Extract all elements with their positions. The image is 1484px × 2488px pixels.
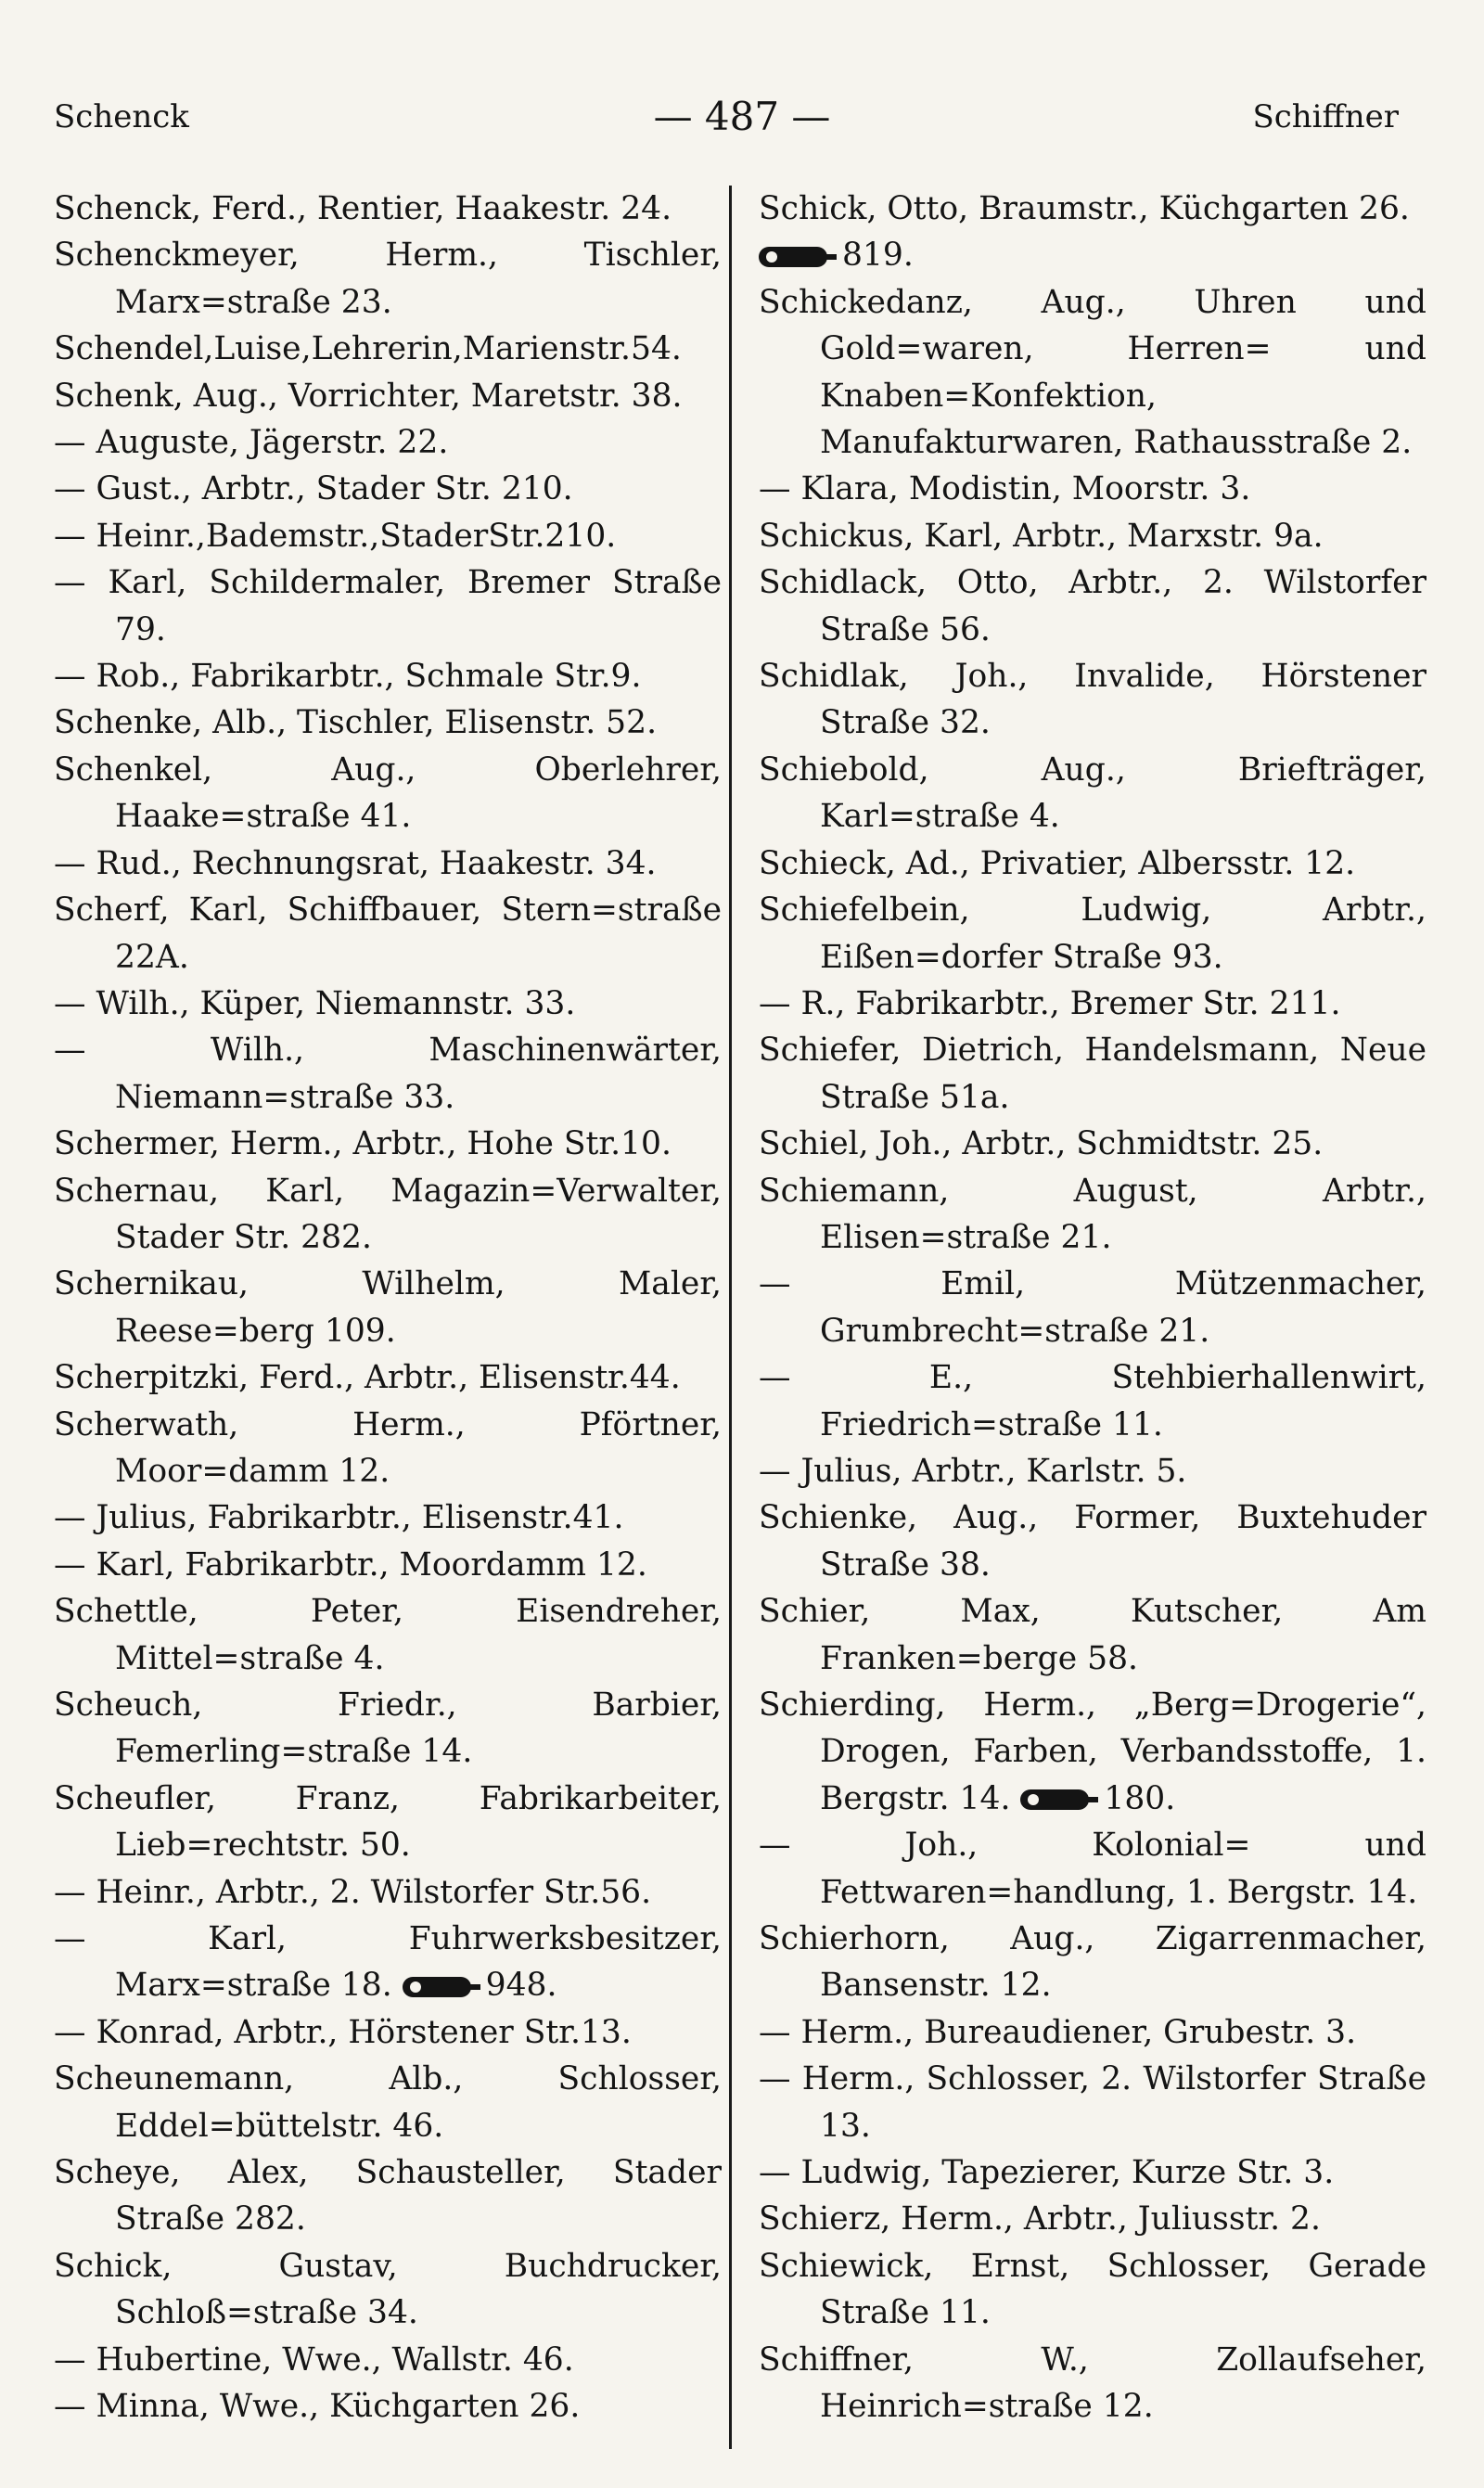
list-item: — Emil, Mützenmacher, Grumbrecht=straße 21. <box>759 1265 1426 1350</box>
list-item: Schierz, Herm., Arbtr., Juliusstr. 2. <box>759 2200 1321 2238</box>
list-item: Schiffner, W., Zollaufseher, Heinrich=straße 12. <box>759 2341 1426 2426</box>
list-item: Schieck, Ad., Privatier, Albersstr. 12. <box>759 844 1356 882</box>
list-item: — Joh., Kolonial= und Fettwaren=handlung, 1. Bergstr. 14. <box>759 1827 1426 1911</box>
list-item: Schickus, Karl, Arbtr., Marxstr. 9a. <box>759 517 1324 555</box>
left-column <box>54 186 722 2430</box>
phone-number: 180. <box>1104 1779 1176 1817</box>
list-item: Schick, Gustav, Buchdrucker, Schloß=straße 34. <box>54 2247 722 2332</box>
phone-number: 948. <box>485 1967 557 2005</box>
list-item: Schenkel, Aug., Oberlehrer, Haake=straße 41. <box>54 750 722 836</box>
telephone-icon <box>759 247 827 267</box>
page-number: — 487 — <box>653 94 831 139</box>
list-item: Schendel,Luise,Lehrerin,Marienstr.54. <box>54 330 682 368</box>
list-item: Schienke, Aug., Former, Buxtehuder Straße 38. <box>759 1499 1426 1584</box>
list-item: — Rob., Fabrikarbtr., Schmale Str.9. <box>54 658 642 696</box>
list-item: Schernau, Karl, Magazin=Verwalter, Stader Str. 282. <box>54 1172 722 1256</box>
list-item: Schenke, Alb., Tischler, Elisenstr. 52. <box>54 704 658 742</box>
list-item: — Gust., Arbtr., Stader Str. 210. <box>54 470 573 508</box>
phone-number: 819. <box>842 237 914 275</box>
list-item: Schiel, Joh., Arbtr., Schmidtstr. 25. <box>759 1125 1324 1163</box>
list-item: — R., Fabrikarbtr., Bremer Str. 211. <box>759 984 1341 1022</box>
list-item: Schenckmeyer, Herm., Tischler, Marx=straße 23. <box>54 237 722 321</box>
list-item-with-phone <box>54 1916 722 2009</box>
list-item: Schernikau, Wilhelm, Maler, Reese=berg 109. <box>54 1265 722 1350</box>
list-item: — Herm., Schlosser, 2. Wilstorfer Straße 13. <box>759 2060 1426 2145</box>
list-item: — Julius, Fabrikarbtr., Elisenstr.41. <box>54 1499 624 1537</box>
list-item: Scherwath, Herm., Pförtner, Moor=damm 12. <box>54 1405 722 1490</box>
telephone-icon <box>403 1977 471 1997</box>
list-item: — Hubertine, Wwe., Wallstr. 46. <box>54 2341 574 2379</box>
list-item: — Karl, Fabrikarbtr., Moordamm 12. <box>54 1545 647 1584</box>
list-item: Schickedanz, Aug., Uhren und Gold=waren, Herren= und Knaben=Konfektion, Manufakturwaren, Rathausstraße 2. <box>759 283 1426 462</box>
list-item: Scheye, Alex, Schausteller, Stader Straße 282. <box>54 2154 722 2238</box>
list-item: Scheunemann, Alb., Schlosser, Eddel=büttelstr. 46. <box>54 2060 722 2145</box>
list-item: — Heinr.,Bademstr.,StaderStr.210. <box>54 517 617 555</box>
entry-text: Schick, Otto, Braumstr., Küchgarten 26. <box>759 190 1410 227</box>
list-item: — Julius, Arbtr., Karlstr. 5. <box>759 1452 1187 1490</box>
list-item: Scheuch, Friedr., Barbier, Femerling=straße 14. <box>54 1686 722 1771</box>
list-item: Schier, Max, Kutscher, Am Franken=berge 58. <box>759 1593 1426 1677</box>
running-head-right: Schiffner <box>1252 98 1399 135</box>
column-divider <box>729 186 732 2449</box>
list-item: Schidlack, Otto, Arbtr., 2. Wilstorfer Straße 56. <box>759 564 1426 648</box>
list-item: Schiefer, Dietrich, Handelsmann, Neue Straße 51a. <box>759 1032 1426 1116</box>
list-item: Schenk, Aug., Vorrichter, Maretstr. 38. <box>54 377 683 415</box>
right-column <box>759 186 1426 2430</box>
list-item: — Karl, Schildermaler, Bremer Straße 79. <box>54 564 722 648</box>
list-item: Schierhorn, Aug., Zigarrenmacher, Bansenstr. 12. <box>759 1920 1426 2005</box>
list-item: — E., Stehbierhallenwirt, Friedrich=straße 11. <box>759 1359 1426 1443</box>
list-item: Schiemann, August, Arbtr., Elisen=straße 21. <box>759 1172 1426 1256</box>
entry-text: — Karl, Fuhrwerksbesitzer, Marx=straße 18. <box>54 1920 722 2005</box>
list-item: Schermer, Herm., Arbtr., Hohe Str.10. <box>54 1125 672 1163</box>
list-item: Scherf, Karl, Schiffbauer, Stern=straße 22A. <box>54 891 722 976</box>
list-item: — Konrad, Arbtr., Hörstener Str.13. <box>54 2013 632 2051</box>
list-item: — Heinr., Arbtr., 2. Wilstorfer Str.56. <box>54 1873 652 1911</box>
list-item: Schenck, Ferd., Rentier, Haakestr. 24. <box>54 190 672 227</box>
list-item: — Rud., Rechnungsrat, Haakestr. 34. <box>54 844 657 882</box>
list-item: Scherpitzki, Ferd., Arbtr., Elisenstr.44. <box>54 1359 681 1397</box>
running-head-left: Schenck <box>54 98 189 135</box>
list-item: — Ludwig, Tapezierer, Kurze Str. 3. <box>759 2154 1335 2192</box>
list-item: Schidlak, Joh., Invalide, Hörstener Straße 32. <box>759 658 1426 742</box>
list-item: Schiebold, Aug., Briefträger, Karl=straße 4. <box>759 750 1426 836</box>
list-item: Schiefelbein, Ludwig, Arbtr., Eißen=dorfer Straße 93. <box>759 891 1426 976</box>
list-item: — Wilh., Küper, Niemannstr. 33. <box>54 984 576 1022</box>
telephone-icon <box>1020 1789 1089 1810</box>
list-item: — Wilh., Maschinenwärter, Niemann=straße 33. <box>54 1032 722 1116</box>
list-item-with-phone <box>759 186 1426 279</box>
list-item-with-phone <box>759 1682 1426 1822</box>
list-item: — Auguste, Jägerstr. 22. <box>54 424 449 462</box>
list-item: — Herm., Bureaudiener, Grubestr. 3. <box>759 2013 1357 2051</box>
list-item: Schettle, Peter, Eisendreher, Mittel=straße 4. <box>54 1593 722 1677</box>
list-item: Schiewick, Ernst, Schlosser, Gerade Straße 11. <box>759 2247 1426 2332</box>
list-item: Scheufler, Franz, Fabrikarbeiter, Lieb=rechtstr. 50. <box>54 1779 722 1865</box>
list-item: — Klara, Modistin, Moorstr. 3. <box>759 470 1251 508</box>
entry-text: Schierding, Herm., „Berg=Drogerie“, Drogen, Farben, Verbandsstoffe, 1. Bergstr. 14. <box>759 1686 1426 1817</box>
list-item: — Minna, Wwe., Küchgarten 26. <box>54 2388 581 2426</box>
